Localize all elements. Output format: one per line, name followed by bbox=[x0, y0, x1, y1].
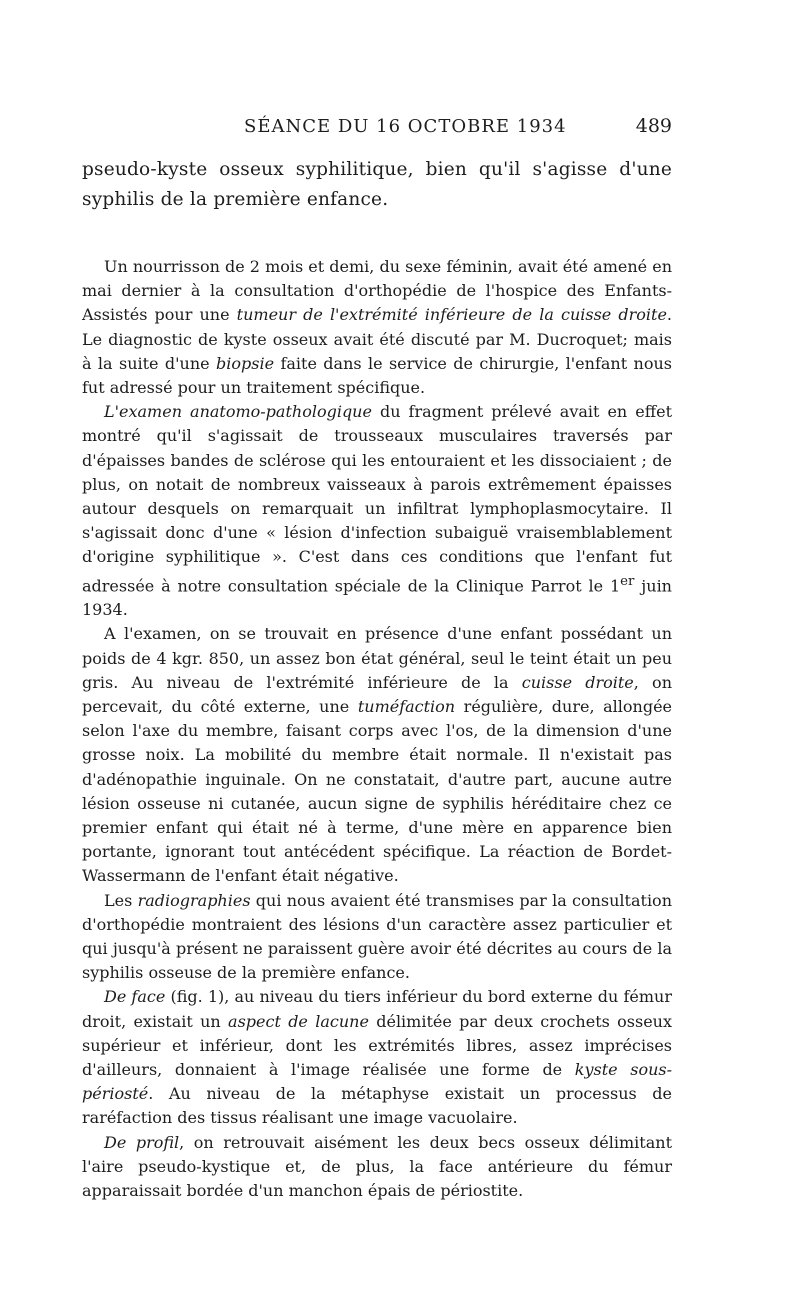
italic-run: cuisse droite bbox=[521, 672, 634, 692]
italic-run: tuméfaction bbox=[357, 696, 456, 716]
paragraph-profile-view bbox=[82, 1131, 672, 1204]
text-run: qui nous avaient été transmises par la consultation d'orthopédie montraient des lésions d'un caractère assez particulier et qui jusqu'à présent ne paraissent guère avoir été décrites au cours de la syphilis osseuse de la première enfance. bbox=[82, 890, 672, 983]
text-run: , on percevait, du côté externe, une bbox=[82, 672, 672, 716]
page-number: 489 bbox=[635, 115, 672, 137]
text-run: , on retrouvait aisément les deux becs osseux délimitant l'aire pseudo-kystique et, de plus, la face antérieure du fémur apparaissait bordée d'un manchon épais de périostite. bbox=[82, 1132, 672, 1201]
superscript: er bbox=[620, 573, 635, 589]
italic-run: aspect de lacune bbox=[228, 1011, 369, 1031]
text-run: (fig. 1), au niveau du tiers inférieur du bord externe du fémur droit, existait un bbox=[82, 987, 672, 1031]
text-run: A l'examen, on se trouvait en présence d'une enfant possédant un poids de 4 kgr. 850, un assez bon état général, seul le teint était un peu gris. Au niveau de l'extrémité inférieure de la bbox=[82, 624, 672, 692]
body-text bbox=[82, 155, 672, 1203]
text-run: faite dans le service de chirurgie, l'enfant nous fut adressé pour un traitement spécifique. bbox=[82, 353, 672, 398]
text-run: délimitée par deux crochets osseux supérieur et inférieur, dont les extrémités libres, assez imprécises d'ailleurs, donnaient à l'image réalisée une forme de bbox=[82, 1011, 673, 1080]
paragraph-pathology bbox=[82, 400, 672, 622]
paragraph-front-view bbox=[82, 985, 672, 1130]
text-run: du fragment prélevé avait en effet montré qu'il s'agissait de trousseaux musculaires traversés par d'épaisses bandes de sclérose qui les entouraient et les dissociaient ; de plus, on notait de nombreux vaisseaux à parois extrêmement épaisses autour desquels on remarquait un infiltrat lymphoplasmocytaire. Il s'agissait donc d'une « lésion d'infection subaiguë vraisemblablement d'origine syphilitique ». C'est dans ces conditions que l'enfant fut adressée à notre consultation spéciale de la Clinique Parrot le 1 bbox=[82, 402, 672, 595]
paragraph-radiographs bbox=[82, 889, 672, 986]
text-run: . Au niveau de la métaphyse existait un processus de raréfaction des tissus réalisant une image vacuolaire. bbox=[82, 1084, 672, 1128]
paragraph-examination bbox=[82, 622, 672, 888]
text-run: juin 1934. bbox=[82, 575, 672, 620]
text-run: . Le diagnostic de kyste osseux avait été discuté par M. Ducroquet; mais à la suite d'une bbox=[82, 305, 673, 373]
italic-run: kyste sous-périosté bbox=[82, 1060, 673, 1104]
italic-run: radiographies bbox=[137, 890, 251, 910]
running-title: SÉANCE DU 16 OCTOBRE 1934 bbox=[244, 116, 567, 137]
text-run: Un nourrisson de 2 mois et demi, du sexe féminin, avait été amené en mai dernier à la consultation d'orthopédie de l'hospice des Enfants-Assistés pour une bbox=[82, 257, 672, 325]
italic-run: De profil bbox=[104, 1132, 180, 1152]
paragraph-gap bbox=[82, 215, 672, 255]
page-header bbox=[82, 112, 672, 146]
paragraph-case-history bbox=[82, 255, 672, 400]
text-run: pseudo-kyste osseux syphilitique, bien qu'il s'agisse d'une syphilis de la première enfance. bbox=[82, 159, 672, 210]
text-run: régulière, dure, allongée selon l'axe du membre, faisant corps avec l'os, de la dimension d'une grosse noix. La mobilité du membre était normale. Il n'existait pas d'adénopathie inguinale. On ne constatait, d'autre part, aucune autre lésion osseuse ni cutanée, aucun signe de syphilis héréditaire chez ce premier enfant qui était né à terme, d'une mère en apparence bien portante, ignorant tout antécédent spécifique. La réaction de Bordet-Wassermann de l'enfant était négative. bbox=[82, 696, 673, 886]
italic-run: L'examen anatomo-pathologique bbox=[104, 402, 372, 422]
text-run: Les bbox=[104, 890, 138, 910]
italic-run: biopsie bbox=[216, 353, 275, 373]
paragraph-continuation bbox=[82, 155, 672, 215]
italic-run: tumeur de l'extrémité inférieure de la cuisse droite bbox=[236, 305, 667, 325]
italic-run: De face bbox=[104, 987, 166, 1007]
